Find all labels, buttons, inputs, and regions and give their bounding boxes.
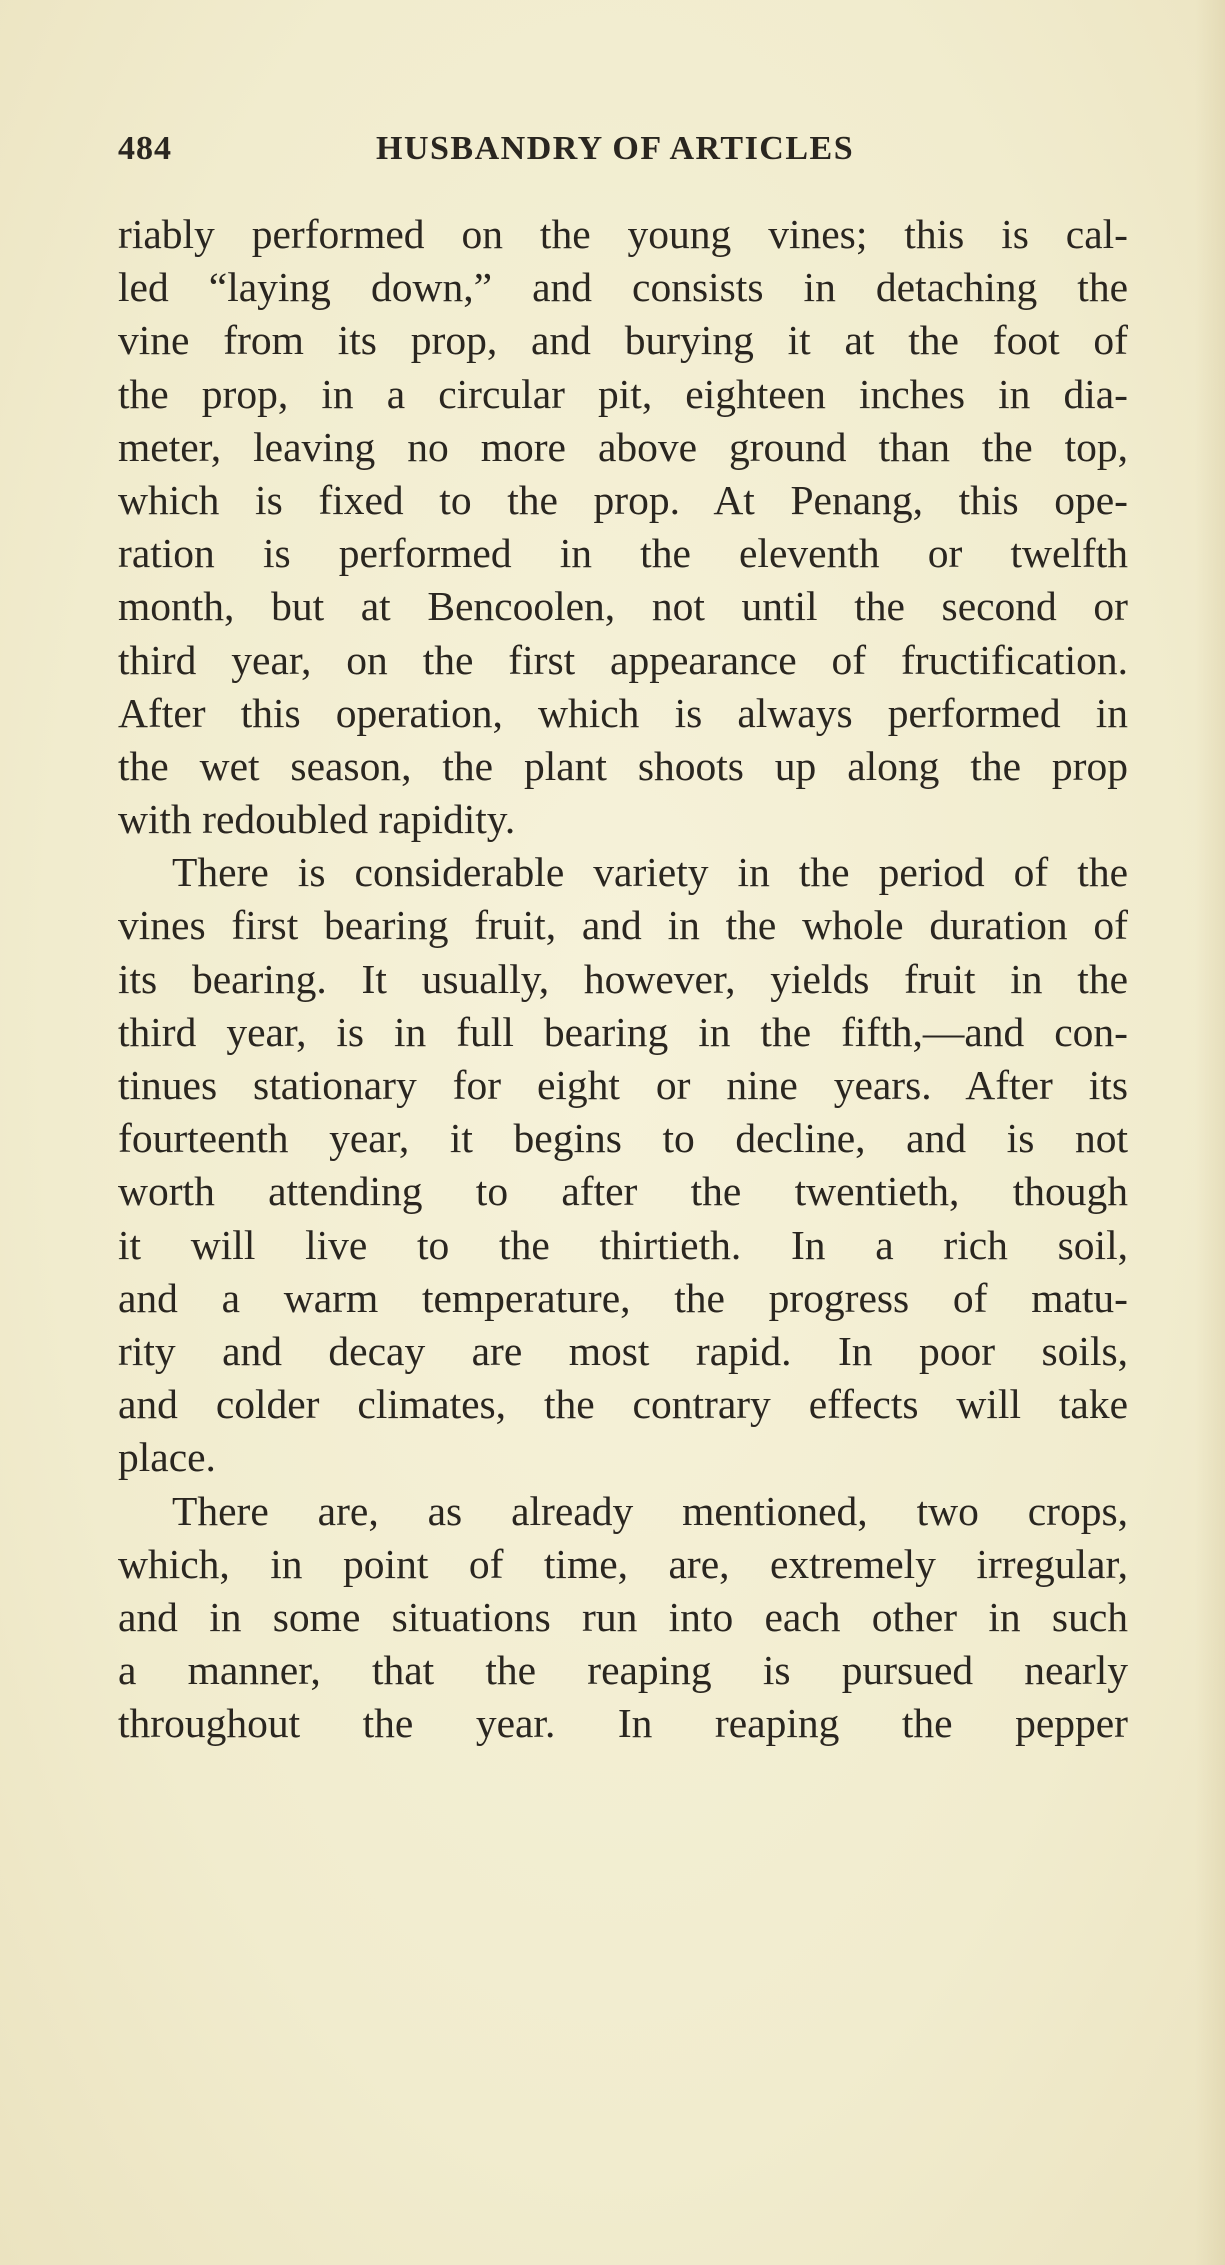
text-line: meter, leaving no more above ground than the top, bbox=[118, 423, 1128, 470]
paragraph-start-line: There are, as already mentioned, two crops, bbox=[172, 1487, 1128, 1534]
text-line: vines first bearing fruit, and in the whole duration of bbox=[118, 902, 1128, 949]
running-head bbox=[118, 130, 1118, 180]
text-line: and in some situations run into each other in such bbox=[118, 1593, 1128, 1640]
text-line: After this operation, which is always performed in bbox=[118, 689, 1128, 736]
paragraph-end-line: with redoubled rapidity. bbox=[118, 796, 516, 843]
text-line: third year, is in full bearing in the fifth,—and con- bbox=[118, 1008, 1128, 1055]
page-edge-shadow bbox=[1195, 0, 1225, 2265]
text-line: it will live to the thirtieth. In a rich soil, bbox=[118, 1221, 1128, 1268]
text-line: and a warm temperature, the progress of matu- bbox=[118, 1274, 1128, 1321]
text-line: a manner, that the reaping is pursued nearly bbox=[118, 1647, 1128, 1694]
text-line: fourteenth year, it begins to decline, and is not bbox=[118, 1115, 1128, 1162]
text-line: worth attending to after the twentieth, though bbox=[118, 1168, 1128, 1215]
text-line: riably performed on the young vines; this is cal- bbox=[118, 211, 1128, 257]
text-line: rity and decay are most rapid. In poor soils, bbox=[118, 1327, 1128, 1374]
text-line: led “laying down,” and consists in detaching the bbox=[118, 264, 1128, 311]
text-line: the prop, in a circular pit, eighteen inches in dia- bbox=[118, 370, 1128, 417]
text-line: throughout the year. In reaping the pepper bbox=[118, 1700, 1128, 1747]
text-line: month, but at Bencoolen, not until the second or bbox=[118, 583, 1128, 630]
text-line: vine from its prop, and burying it at the foot of bbox=[118, 317, 1128, 364]
text-line: tinues stationary for eight or nine years. After its bbox=[118, 1062, 1128, 1108]
text-line: and colder climates, the contrary effects will take bbox=[118, 1381, 1128, 1428]
paragraph-end-line: place. bbox=[118, 1434, 216, 1481]
text-line: its bearing. It usually, however, yields fruit in the bbox=[118, 955, 1128, 1002]
text-line: ration is performed in the eleventh or twelfth bbox=[118, 530, 1128, 577]
text-line: which is fixed to the prop. At Penang, this ope- bbox=[118, 476, 1128, 523]
running-title: HUSBANDRY OF ARTICLES bbox=[376, 130, 855, 167]
text-line: third year, on the first appearance of fructification. bbox=[118, 636, 1128, 683]
text-line: which, in point of time, are, extremely irregular, bbox=[118, 1540, 1128, 1587]
paragraph-start-line: There is considerable variety in the period of the bbox=[172, 849, 1128, 896]
body-text bbox=[118, 208, 1128, 1750]
text-line: the wet season, the plant shoots up along the prop bbox=[118, 742, 1128, 789]
page-number: 484 bbox=[118, 130, 172, 167]
